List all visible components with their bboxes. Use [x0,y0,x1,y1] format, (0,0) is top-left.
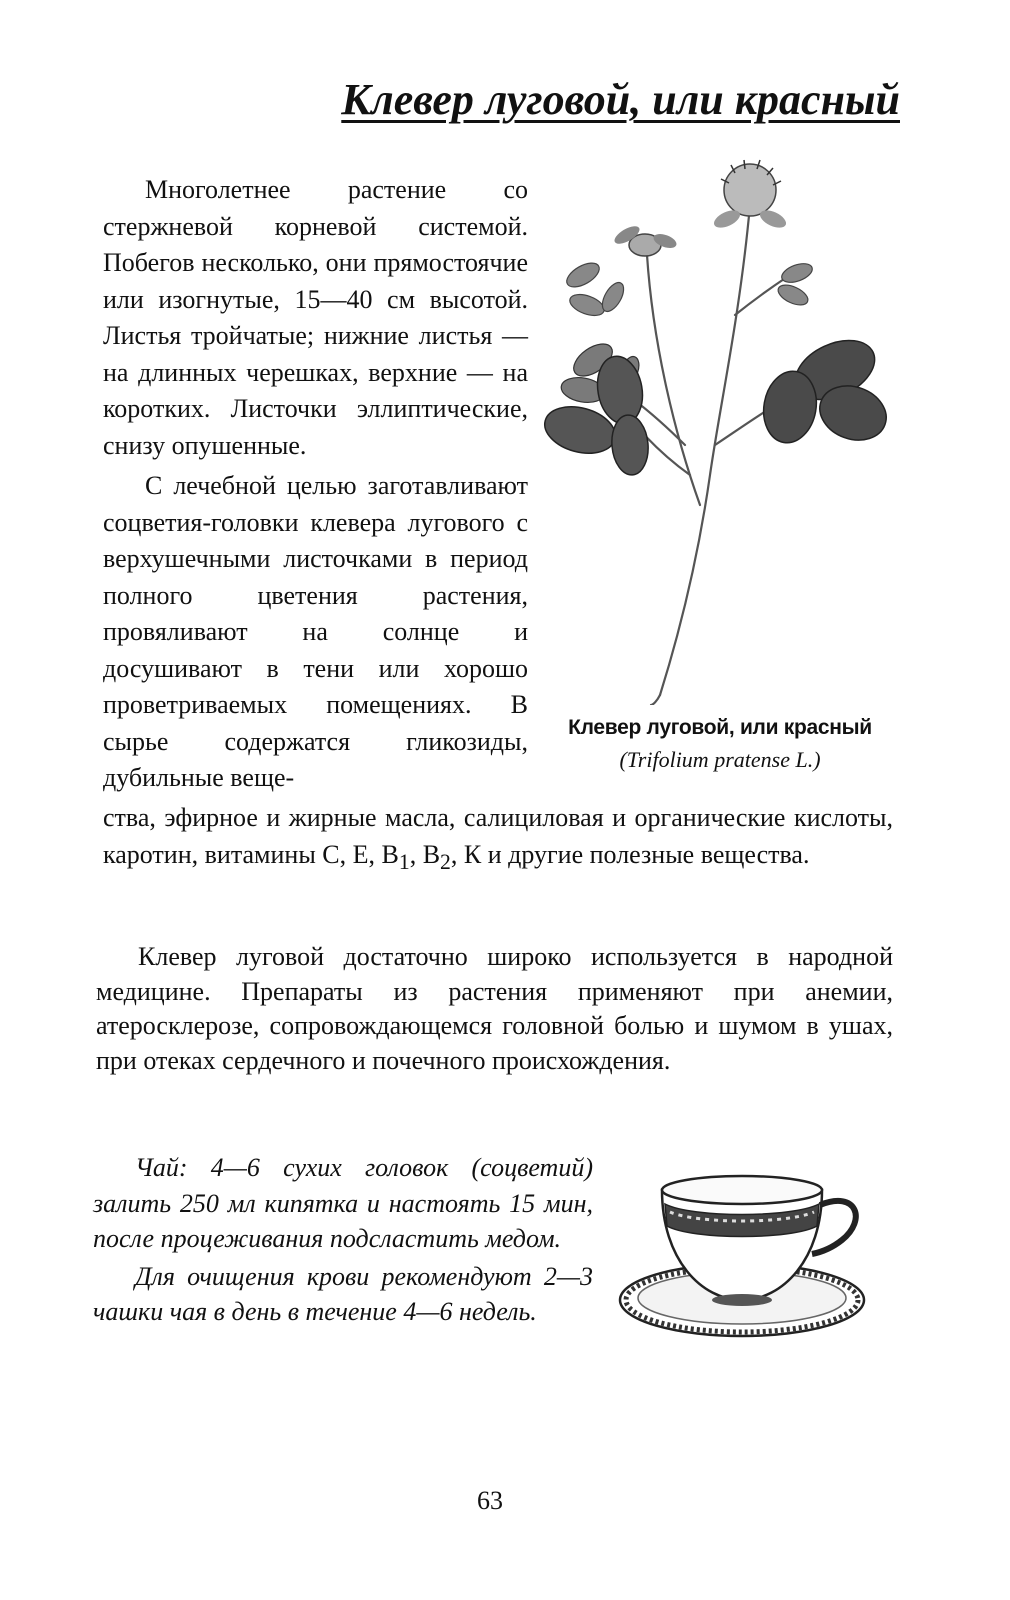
usage-paragraph: Клевер луговой достаточно широко используется в народной медицине. Препараты из растения применяют при анемии, атеросклерозе, сопровождающемся головной болью и шумом в ушах, при отеках сердечного и почечного происхождения. [96,942,893,1075]
continuation-text: , В [409,839,441,869]
subscript-2: 2 [440,849,451,874]
caption-title: Клевер луговой, или красный [568,716,872,739]
caption-latin-name: (Trifolium pratense L.) [619,747,821,772]
figure-caption [540,712,900,776]
harvesting-paragraph: С лечебной целью заготавливают соцветия-головки клевера лугового с верхушечными листочками в период полного цветения растения, провяливают на солнце и досушивают в тени или хорошо проветриваемых помещениях. В сырье содержатся гликозиды, дубильные веще- [103,471,528,792]
clover-illustration [535,145,895,705]
page-number: 63 [477,1486,503,1515]
description-paragraph: Многолетнее растение со стержневой корневой системой. Побегов несколько, они прямостоячие или изогнутые, 15—40 см высотой. Листья тройчатые; нижние листья — на длинных черешках, верхние — на коротких. Листочки эллиптические, снизу опушенные. [103,175,528,460]
subscript-1: 1 [398,849,410,874]
continuation-text: , К и другие полезные вещества. [450,839,810,869]
continuation-text: ства, эфирное и жирные масла, салициловая и органические кислоты, каротин, витамины С, Е, В [103,803,893,869]
teacup-icon [612,1160,902,1350]
flower-head-icon [711,160,788,231]
tea-recipe: Чай: 4—6 сухих головок (соцветий) залить 250 мл кипятка и настоять 15 мин, после процеживания подсластить медом. [93,1153,593,1253]
usage-section [96,940,893,1078]
page-title: Клевер луговой, или красный [341,75,900,124]
recipe-section [93,1150,593,1330]
continuation-paragraph [103,800,893,880]
cleansing-recipe: Для очищения крови рекомендуют 2—3 чашки чая в день в течение 4—6 недель. [93,1261,593,1326]
intro-text [103,172,528,797]
